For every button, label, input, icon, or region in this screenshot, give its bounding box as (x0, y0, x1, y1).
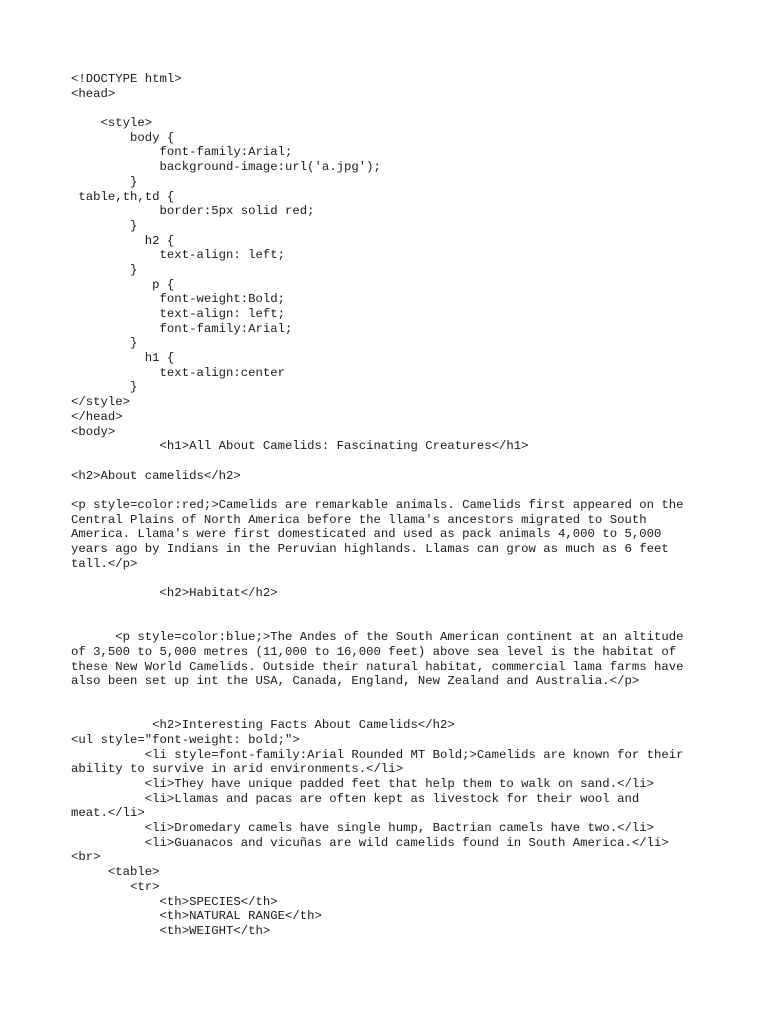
code-line: } (71, 380, 138, 395)
code-line: tall.</p> (71, 556, 138, 571)
code-line: body { (71, 130, 175, 145)
code-line: <h1>All About Camelids: Fascinating Creatures</h1> (71, 439, 529, 454)
code-line: <tr> (71, 879, 160, 894)
code-line: <h2>Habitat</h2> (71, 586, 278, 601)
code-line: font-weight:Bold; (71, 292, 286, 307)
code-line: ability to survive in arid environments.</li> (71, 762, 404, 777)
code-line: <th>NATURAL RANGE</th> (71, 909, 322, 924)
code-line: </head> (71, 409, 123, 424)
code-line: <table> (71, 865, 160, 880)
code-line (71, 101, 711, 116)
code-line: </style> (71, 395, 131, 410)
code-line: <li>They have unique padded feet that help them to walk on sand.</li> (71, 777, 654, 791)
code-line: <li>Llamas and pacas are often kept as livestock for their wool and (71, 791, 640, 806)
code-line: <head> (71, 86, 116, 101)
code-line: table,th,td { (71, 189, 175, 204)
code-line: <p style=color:red;>Camelids are remarkable animals. Camelids first appeared on the (71, 497, 684, 512)
code-line: <style> (71, 116, 153, 131)
code-line: <br> (71, 850, 101, 865)
code-line: p { (71, 277, 175, 292)
code-line: } (71, 174, 138, 189)
code-line: <li>Guanacos and vicuñas are wild camelids found in South America.</li> (71, 835, 669, 850)
code-line: <li style=font-family:Arial Rounded MT Bold;>Camelids are known for their (71, 747, 684, 762)
code-line (71, 689, 711, 704)
code-line: <h2>About camelids</h2> (71, 468, 241, 483)
code-line: these New World Camelids. Outside their natural habitat, commercial lama farms have (71, 659, 684, 674)
code-line: font-family:Arial; (71, 321, 293, 336)
html-source-listing (71, 72, 711, 939)
code-line: border:5px solid red; (71, 204, 315, 219)
code-line: background-image:url('a.jpg'); (71, 160, 381, 175)
code-line: meat.</li> (71, 806, 145, 821)
code-line: <li>Dromedary camels have single hump, Bactrian camels have two.</li> (71, 821, 654, 836)
code-line: h2 { (71, 233, 175, 248)
code-line: of 3,500 to 5,000 metres (11,000 to 16,000 feet) above sea level is the habitat of (71, 644, 677, 659)
code-line: text-align:center (71, 365, 286, 380)
code-line (71, 704, 711, 719)
code-line: } (71, 218, 138, 233)
code-line: <body> (71, 424, 116, 439)
code-line: text-align: left; (71, 307, 286, 321)
code-line: years ago by Indians in the Peruvian highlands. Llamas can grow as much as 6 feet (71, 542, 669, 556)
code-line (71, 454, 711, 469)
code-line: } (71, 262, 138, 277)
code-line: } (71, 336, 138, 351)
code-line: <th>SPECIES</th> (71, 894, 278, 909)
code-line: text-align: left; (71, 248, 286, 263)
code-line: America. Llama's were first domesticated and used as pack animals 4,000 to 5,000 (71, 527, 662, 542)
code-line: also been set up int the USA, Canada, England, New Zealand and Australia.</p> (71, 674, 640, 689)
code-line: <ul style="font-weight: bold;"> (71, 732, 300, 747)
code-line: h1 { (71, 351, 175, 366)
code-line (71, 571, 711, 586)
code-line: Central Plains of North America before the llama's ancestors migrated to South (71, 512, 647, 527)
code-line: <p style=color:blue;>The Andes of the South American continent at an altitude (71, 630, 684, 645)
code-line (71, 615, 711, 630)
code-line (71, 601, 711, 616)
code-line (71, 483, 711, 498)
code-line: <h2>Interesting Facts About Camelids</h2> (71, 718, 455, 733)
code-line: font-family:Arial; (71, 145, 293, 160)
code-line: <th>WEIGHT</th> (71, 923, 271, 938)
code-line: <!DOCTYPE html> (71, 72, 182, 86)
